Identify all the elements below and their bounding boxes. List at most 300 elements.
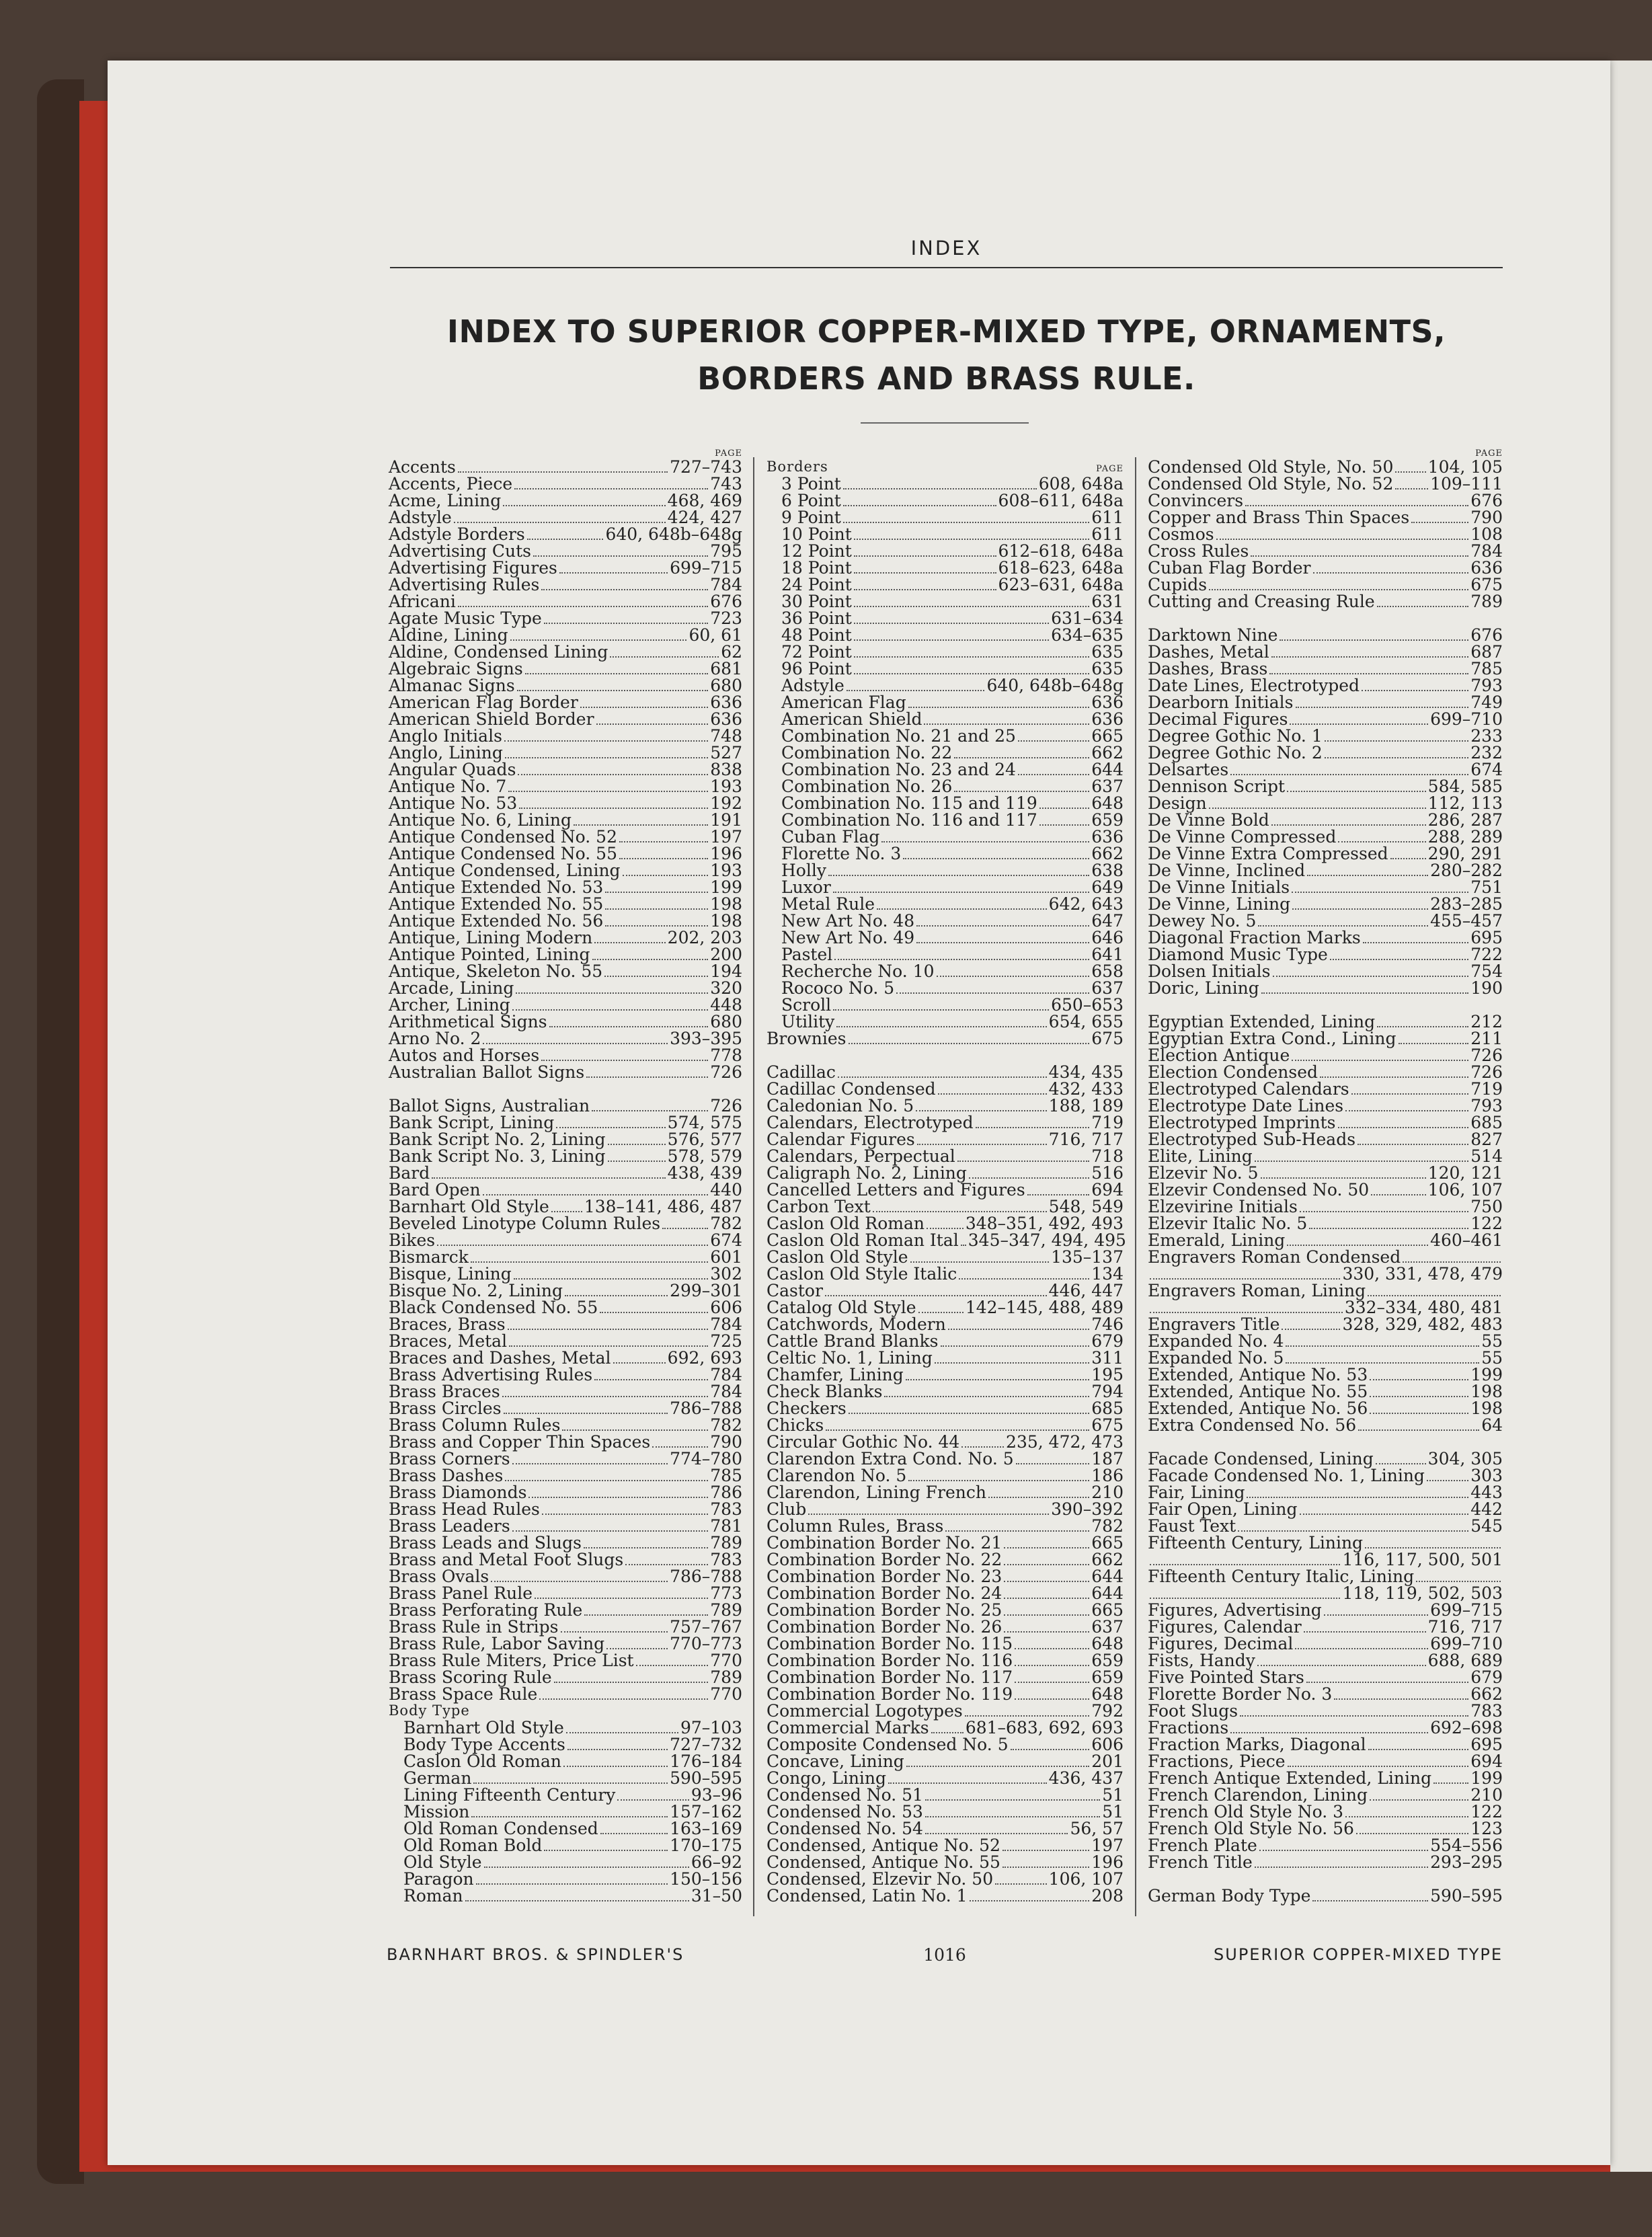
index-entry: [389, 1467, 742, 1484]
index-entry: [1148, 795, 1503, 812]
entry-label: Expanded No. 4: [1148, 1331, 1284, 1351]
entry-label: Fraction Marks, Diagonal: [1148, 1735, 1366, 1754]
entry-label: Bank Script No. 3, Lining: [389, 1146, 606, 1166]
dot-leader: [1411, 522, 1468, 523]
index-entry: [1148, 1501, 1503, 1518]
dot-leader: [970, 1900, 1090, 1901]
entry-page-ref: 235, 472, 473: [1006, 1432, 1124, 1452]
index-entry: [766, 1366, 1124, 1383]
entry-page-ref: 636: [1091, 827, 1124, 847]
entry-page-ref: 688, 689: [1427, 1651, 1503, 1670]
entry-label: Brass Perforating Rule: [389, 1600, 583, 1620]
entry-label: Clarendon Extra Cond. No. 5: [766, 1449, 1014, 1468]
index-entry: [1148, 1081, 1503, 1097]
entry-label: Bank Script No. 2, Lining: [389, 1130, 606, 1149]
index-entry: [1148, 1265, 1503, 1282]
entry-label: Figures, Calendar: [1148, 1617, 1302, 1637]
dot-leader: [1300, 1514, 1469, 1515]
entry-label: Ballot Signs, Australian: [389, 1096, 590, 1115]
dot-leader: [927, 1228, 963, 1229]
index-entry: [389, 812, 742, 828]
entry-label: Antique Pointed, Lining: [389, 945, 590, 964]
entry-page-ref: 658: [1091, 961, 1124, 981]
index-entry: [389, 1854, 742, 1871]
index-column-3: [1148, 449, 1503, 1922]
entry-label: Autos and Horses: [389, 1046, 540, 1065]
entry-page-ref: 608–611, 648a: [998, 491, 1124, 510]
entry-label: Fists, Handy: [1148, 1651, 1255, 1670]
entry-page-ref: 675: [1091, 1029, 1124, 1048]
index-entry: [389, 1803, 742, 1820]
entry-page-ref: 157–162: [670, 1802, 742, 1821]
entry-label: Condensed, Antique No. 55: [766, 1852, 1000, 1872]
entry-page-ref: 163–169: [670, 1819, 742, 1838]
entry-page-ref: 699–715: [670, 558, 742, 578]
index-entry: [1148, 459, 1503, 475]
index-entry: [1148, 1686, 1503, 1702]
entry-page-ref: 293–295: [1430, 1852, 1503, 1872]
index-entry: [389, 1618, 742, 1635]
index-entry: [766, 1871, 1124, 1887]
entry-page-ref: 718: [1091, 1146, 1124, 1166]
entry-label: Doric, Lining: [1148, 978, 1259, 998]
dot-leader: [510, 639, 687, 641]
entry-label: Clarendon, Lining French: [766, 1483, 986, 1502]
entry-label: Braces, Brass: [389, 1314, 506, 1334]
entry-page-ref: 196: [1091, 1852, 1124, 1872]
dot-leader: [502, 1396, 709, 1397]
entry-page-ref: 641: [1091, 945, 1124, 964]
dot-leader: [613, 1362, 666, 1364]
index-entry: [389, 828, 742, 845]
entry-page-ref: 793: [1470, 676, 1503, 695]
index-entry: [1148, 845, 1503, 862]
entry-label: Utility: [781, 1012, 835, 1031]
entry-page-ref: 637: [1091, 978, 1124, 998]
dot-leader: [1287, 1245, 1428, 1246]
index-entry: [1148, 677, 1503, 694]
index-entry: [766, 694, 1124, 711]
entry-label: Antique Extended No. 53: [389, 877, 604, 897]
entry-page-ref: 784: [710, 575, 742, 594]
entry-label: Darktown Nine: [1148, 625, 1278, 645]
dot-leader: [580, 707, 709, 708]
dot-leader: [1292, 892, 1468, 893]
entry-label: French Old Style No. 3: [1148, 1802, 1344, 1821]
dot-leader: [505, 1480, 708, 1481]
entry-page-ref: 348–351, 492, 493: [965, 1214, 1124, 1233]
entry-page-ref: 104, 105: [1427, 457, 1503, 477]
dot-leader: [959, 1278, 1089, 1280]
dot-leader: [854, 606, 1090, 607]
index-entry: [1148, 1232, 1503, 1249]
dot-leader: [1292, 1060, 1468, 1061]
entry-label: Cattle Brand Blanks: [766, 1331, 939, 1351]
entry-label: Elzevir Condensed No. 50: [1148, 1180, 1370, 1200]
entry-label: Braces and Dashes, Metal: [389, 1348, 611, 1368]
dot-leader: [1271, 656, 1469, 658]
dot-leader: [1039, 808, 1090, 809]
index-entry: [766, 1232, 1124, 1249]
entry-label: Body Type Accents: [403, 1735, 565, 1754]
index-entry: [1148, 744, 1503, 761]
dot-leader: [1338, 841, 1425, 842]
index-entry: [766, 1702, 1124, 1719]
entry-label: Combination Border No. 116: [766, 1651, 1013, 1670]
entry-label: Clarendon No. 5: [766, 1466, 907, 1485]
entry-label: Electrotyped Sub-Heads: [1148, 1130, 1356, 1149]
entry-label: Election Antique: [1148, 1046, 1290, 1065]
entry-page-ref: 443: [1470, 1483, 1503, 1502]
entry-label: Aldine, Lining: [389, 625, 508, 645]
entry-label: Fair Open, Lining: [1148, 1499, 1298, 1519]
entry-label: Algebraic Signs: [389, 659, 523, 678]
entry-page-ref: 726: [1470, 1062, 1503, 1082]
dot-leader: [592, 959, 709, 960]
book-spine: [37, 79, 84, 2184]
index-entry: [766, 1064, 1124, 1081]
dot-leader: [528, 1497, 708, 1498]
index-entry: [766, 1602, 1124, 1618]
index-entry: [389, 1417, 742, 1434]
dot-leader: [1338, 1127, 1469, 1128]
entry-label: Fractions, Piece: [1148, 1752, 1286, 1771]
dot-leader: [1238, 1530, 1468, 1532]
index-entry: [1148, 1047, 1503, 1064]
entry-label: Condensed Old Style, No. 52: [1148, 474, 1394, 494]
entry-label: Combination Border No. 117: [766, 1667, 1013, 1687]
index-entry: [1148, 1787, 1503, 1803]
entry-page-ref: 193: [710, 861, 742, 880]
entry-page-ref: 665: [1091, 1600, 1124, 1620]
entry-label: Bikes: [389, 1230, 436, 1250]
index-entry: [1148, 643, 1503, 660]
dot-leader: [1247, 1497, 1468, 1498]
index-entry: [1148, 963, 1503, 980]
index-entry: [766, 761, 1124, 778]
index-entry: [389, 1585, 742, 1602]
entry-label: Electrotype Date Lines: [1148, 1096, 1344, 1115]
entry-label: Diagonal Fraction Marks: [1148, 928, 1361, 947]
entry-page-ref: 631: [1091, 592, 1124, 611]
dot-leader: [1376, 1463, 1426, 1464]
header-rule: [390, 267, 1503, 268]
dot-leader: [471, 1261, 708, 1263]
entry-page-ref: 716, 717: [1427, 1617, 1503, 1637]
entry-page-ref: 393–395: [670, 1029, 742, 1048]
entry-page-ref: 432, 433: [1048, 1079, 1124, 1099]
index-entry: [389, 660, 742, 677]
entry-page-ref: 190: [1470, 978, 1503, 998]
index-entry: [766, 1484, 1124, 1501]
index-entry: [389, 1349, 742, 1366]
entry-page-ref: 757–767: [670, 1617, 742, 1637]
dot-leader: [854, 589, 996, 590]
entry-page-ref: 722: [1470, 945, 1503, 964]
entry-label: Metal Rule: [781, 894, 875, 914]
entry-label: Antique Condensed No. 55: [389, 844, 617, 863]
index-entry: [1148, 475, 1503, 492]
index-entry: [1148, 812, 1503, 828]
index-entry: [389, 845, 742, 862]
index-entry: [766, 1165, 1124, 1181]
dot-leader: [491, 1581, 668, 1582]
index-entry: [766, 610, 1124, 627]
entry-page-ref: 436, 437: [1048, 1768, 1124, 1788]
entry-page-ref: 199: [1470, 1768, 1503, 1788]
dot-leader: [916, 942, 1089, 943]
index-entry: [389, 963, 742, 980]
entry-page-ref: 142–145, 488, 489: [965, 1298, 1124, 1317]
entry-page-ref: 210: [1470, 1785, 1503, 1805]
entry-page-ref: 118, 119, 502, 503: [1342, 1583, 1503, 1603]
dot-leader: [458, 606, 708, 607]
index-entry: [766, 1635, 1124, 1652]
dot-leader: [1300, 1211, 1468, 1212]
index-entry: [389, 1249, 742, 1265]
entry-page-ref: 674: [710, 1230, 742, 1250]
entry-label: Decimal Figures: [1148, 709, 1288, 729]
entry-spacer: [1148, 610, 1503, 627]
dot-leader: [1261, 1177, 1426, 1179]
entry-page-ref: 786–788: [670, 1567, 742, 1586]
entry-label: Caligraph No. 2, Lining: [766, 1163, 967, 1183]
entry-label: 36 Point: [781, 609, 852, 628]
entry-spacer: [766, 1047, 1124, 1064]
entry-label: De Vinne, Lining: [1148, 894, 1291, 914]
index-entry: [766, 1215, 1124, 1232]
dot-leader: [608, 1161, 666, 1162]
entry-label: Extended, Antique No. 55: [1148, 1382, 1368, 1401]
dot-leader: [1209, 808, 1426, 809]
entry-label: Body Type: [389, 1702, 470, 1719]
dot-leader: [908, 1480, 1089, 1481]
dot-leader: [559, 572, 668, 574]
dot-leader: [592, 1110, 708, 1111]
entry-label: De Vinne Extra Compressed: [1148, 844, 1388, 863]
entry-page-ref: 198: [710, 911, 742, 931]
entry-label: Election Condensed: [1148, 1062, 1318, 1082]
entry-page-ref: 676: [710, 592, 742, 611]
dot-leader: [1368, 1749, 1469, 1750]
entry-label: Mission: [403, 1802, 470, 1821]
entry-page-ref: 659: [1091, 1651, 1124, 1670]
entry-page-ref: 838: [710, 760, 742, 779]
index-entry: [389, 1181, 742, 1198]
entry-page-ref: 611: [1091, 508, 1124, 527]
dot-leader: [1257, 1665, 1426, 1666]
index-entry: [766, 1854, 1124, 1871]
dot-leader: [512, 1463, 668, 1464]
entry-label: New Art No. 48: [781, 911, 915, 931]
entry-page-ref: 51: [1102, 1802, 1124, 1821]
entry-label: 3 Point: [781, 474, 841, 494]
entry-label: Engravers Roman, Lining: [1148, 1281, 1366, 1300]
entry-page-ref: 680: [710, 1012, 742, 1031]
entry-page-ref: 442: [1470, 1499, 1503, 1519]
dot-leader: [925, 1816, 1100, 1817]
index-entry: [389, 1602, 742, 1618]
entry-page-ref: 784: [710, 1314, 742, 1334]
entry-page-ref: 692–698: [1430, 1718, 1503, 1737]
entry-page-ref: 197: [1091, 1836, 1124, 1855]
entry-page-ref: 640, 648b–648g: [605, 524, 742, 544]
index-entry: [1148, 1551, 1503, 1568]
entry-page-ref: 302: [710, 1264, 742, 1284]
index-entry: [766, 1383, 1124, 1400]
dot-leader: [924, 723, 1089, 725]
dot-leader: [908, 707, 1090, 708]
entry-label: Elzevir Italic No. 5: [1148, 1214, 1308, 1233]
dot-leader: [1004, 1631, 1089, 1633]
index-entry: [1148, 1887, 1503, 1904]
entry-label: Antique No. 6, Lining: [389, 810, 572, 830]
dot-leader: [941, 1345, 1090, 1347]
entry-label: Africani: [389, 592, 456, 611]
index-entry: [389, 1165, 742, 1181]
index-entry: [1148, 1198, 1503, 1215]
dot-leader: [527, 539, 604, 540]
dot-leader: [903, 858, 1089, 859]
entry-page-ref: 778: [710, 1046, 742, 1065]
index-entry: [389, 509, 742, 526]
index-entry: [389, 1686, 742, 1702]
entry-page-ref: 186: [1091, 1466, 1124, 1485]
entry-label: Engravers Roman Condensed: [1148, 1247, 1401, 1267]
dot-leader: [619, 841, 708, 842]
entry-label: French Plate: [1148, 1836, 1257, 1855]
index-entry: [389, 1047, 742, 1064]
index-entry: [389, 459, 742, 475]
entry-label: Beveled Linotype Column Rules: [389, 1214, 661, 1233]
page-title: INDEX TO SUPERIOR COPPER-MIXED TYPE, ORNAMENTS, BORDERS AND BRASS RULE.: [446, 313, 1446, 397]
entry-label: Brass Rule Miters, Price List: [389, 1651, 634, 1670]
dot-leader: [594, 1379, 708, 1380]
index-entry: [1148, 1652, 1503, 1669]
index-entry: [766, 1282, 1124, 1299]
index-entry: [766, 1131, 1124, 1148]
entry-label: Catalog Old Style: [766, 1298, 916, 1317]
index-column-1: [389, 449, 742, 1922]
index-entry: [389, 475, 742, 492]
entry-label: Emerald, Lining: [1148, 1230, 1286, 1250]
entry-label: Cupids: [1148, 575, 1208, 594]
index-entry: [389, 1131, 742, 1148]
entry-page-ref: 665: [1091, 1533, 1124, 1553]
entry-label: Extended, Antique No. 53: [1148, 1365, 1368, 1384]
index-entry: [1148, 1417, 1503, 1434]
entry-page-ref: 199: [710, 877, 742, 897]
entry-page-ref: 659: [1091, 810, 1124, 830]
index-entry: [1148, 1669, 1503, 1686]
index-entry: [389, 492, 742, 509]
entry-page-ref: 727–732: [670, 1735, 742, 1754]
index-entry: [766, 879, 1124, 896]
entry-page-ref: 548, 549: [1048, 1197, 1124, 1216]
dot-leader: [961, 1446, 1004, 1448]
index-entry: [389, 1534, 742, 1551]
entry-page-ref: 198: [1470, 1382, 1503, 1401]
dot-leader: [604, 976, 708, 977]
entry-label: Caslon Old Style: [766, 1247, 908, 1267]
entry-page-ref: 192: [710, 793, 742, 813]
dot-leader: [808, 1514, 1049, 1515]
entry-label: 72 Point: [781, 642, 852, 662]
entry-label: Cutting and Creasing Rule: [1148, 592, 1375, 611]
entry-page-ref: 676: [1470, 625, 1503, 645]
dot-leader: [965, 1715, 1090, 1717]
dot-leader: [471, 1816, 668, 1817]
index-entry: [1148, 1585, 1503, 1602]
dot-leader: [1356, 1833, 1468, 1834]
index-entry: [766, 946, 1124, 963]
dot-leader: [600, 1833, 668, 1834]
entry-label: Condensed, Antique No. 52: [766, 1836, 1000, 1855]
index-entry: [389, 1787, 742, 1803]
entry-page-ref: 644: [1091, 1567, 1124, 1586]
entry-page-ref: 723: [710, 609, 742, 628]
index-entry: [1148, 1534, 1503, 1551]
entry-label: 96 Point: [781, 659, 852, 678]
entry-page-ref: 283–285: [1430, 894, 1503, 914]
dot-leader: [1039, 824, 1090, 826]
entry-page-ref: 789: [710, 1600, 742, 1620]
index-entry: [766, 795, 1124, 812]
index-section-heading: [766, 459, 1124, 475]
entry-label: Scroll: [781, 995, 832, 1015]
entry-label: Arithmetical Signs: [389, 1012, 547, 1031]
dot-leader: [988, 1497, 1089, 1498]
entry-label: Foot Slugs: [1148, 1701, 1238, 1721]
entry-label: Elite, Lining: [1148, 1146, 1253, 1166]
index-entry: [1148, 1467, 1503, 1484]
index-entry: [766, 912, 1124, 929]
entry-label: Electrotyped Imprints: [1148, 1113, 1336, 1132]
index-entry: [389, 1232, 742, 1249]
entry-page-ref: 743: [710, 474, 742, 494]
entry-label: Combination Border No. 115: [766, 1634, 1013, 1653]
dot-leader: [1002, 1850, 1089, 1851]
dot-leader: [896, 992, 1089, 994]
dot-leader: [652, 1446, 708, 1448]
dot-leader: [1365, 1547, 1501, 1548]
index-entry: [1148, 946, 1503, 963]
dot-leader: [1368, 1295, 1501, 1296]
entry-page-ref: 716, 717: [1048, 1130, 1124, 1149]
entry-page-ref: 280–282: [1430, 861, 1503, 880]
entry-page-ref: 781: [710, 1516, 742, 1536]
index-entry: [389, 677, 742, 694]
entry-label: Caslon Old Roman Ital: [766, 1230, 959, 1250]
entry-label: Combination No. 26: [781, 777, 953, 796]
dot-leader: [828, 875, 1089, 876]
entry-page-ref: 438, 439: [667, 1163, 742, 1183]
index-entry: [766, 1081, 1124, 1097]
entry-page-ref: 659: [1091, 1667, 1124, 1687]
entry-page-ref: 618–623, 648a: [998, 558, 1124, 578]
entry-page-ref: 636: [1091, 693, 1124, 712]
index-entry: [766, 475, 1124, 492]
entry-label: Bard: [389, 1163, 430, 1183]
dot-leader: [1370, 1799, 1468, 1801]
index-entry: [389, 879, 742, 896]
dot-leader: [1280, 639, 1468, 641]
entry-label: Combination Border No. 25: [766, 1600, 1002, 1620]
entry-label: Acme, Lining: [389, 491, 502, 510]
index-entry: [1148, 1366, 1503, 1383]
index-entry: [766, 559, 1124, 576]
entry-label: Brass Ovals: [389, 1567, 489, 1586]
